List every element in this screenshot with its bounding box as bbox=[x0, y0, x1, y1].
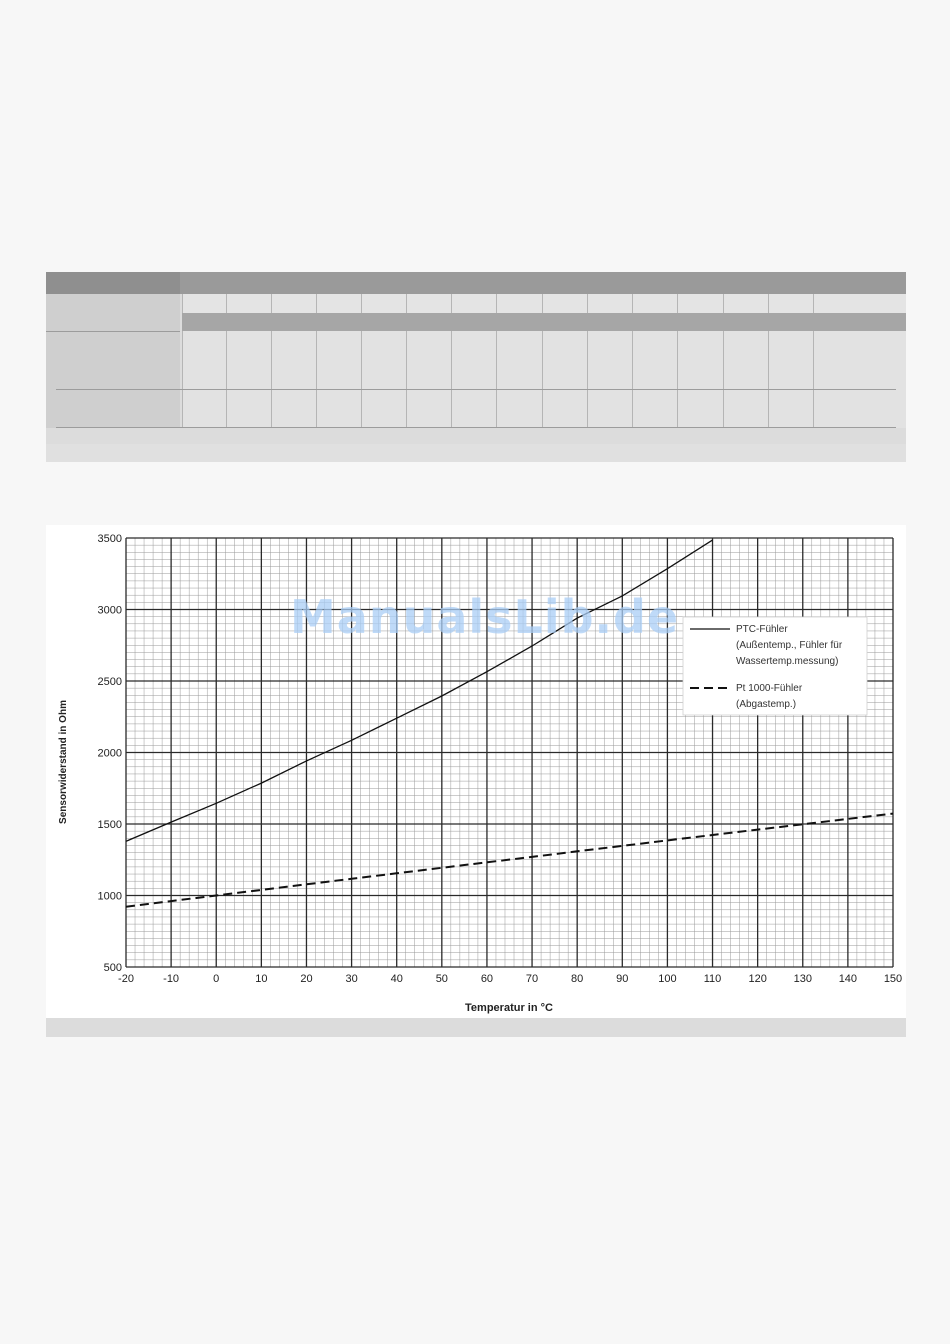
table-column-divider bbox=[226, 331, 227, 428]
table-column-divider bbox=[406, 294, 407, 313]
legend-label: (Abgastemp.) bbox=[736, 699, 797, 710]
table-column-divider bbox=[768, 331, 769, 428]
table-column-divider bbox=[361, 331, 362, 428]
x-tick-label: 50 bbox=[435, 973, 448, 985]
x-tick-label: 20 bbox=[300, 973, 313, 985]
x-tick-label: -10 bbox=[163, 973, 180, 985]
table-row-divider bbox=[56, 389, 896, 390]
table-column-divider bbox=[316, 331, 317, 428]
x-tick-label: 70 bbox=[525, 973, 539, 985]
table-row-divider bbox=[56, 427, 896, 428]
table-footer bbox=[46, 444, 906, 462]
y-axis-label: Sensorwiderstand in Ohm bbox=[58, 700, 69, 824]
table-row-divider bbox=[46, 331, 180, 332]
table-column-divider bbox=[542, 331, 543, 428]
x-tick-label: 40 bbox=[390, 973, 403, 985]
table-column-divider bbox=[271, 294, 272, 313]
y-tick-label: 500 bbox=[103, 962, 122, 974]
table-column-divider bbox=[723, 294, 724, 313]
table-column-divider bbox=[496, 294, 497, 313]
table-column-divider bbox=[316, 294, 317, 313]
ptc-series-line bbox=[126, 540, 713, 841]
y-tick-label: 2500 bbox=[97, 676, 122, 688]
table-column-divider bbox=[723, 331, 724, 428]
table-column-divider bbox=[542, 294, 543, 313]
table-column-divider bbox=[451, 331, 452, 428]
table-column-divider bbox=[768, 294, 769, 313]
y-tick-label: 1500 bbox=[97, 819, 122, 831]
x-axis-label: Temperatur in °C bbox=[465, 1002, 553, 1014]
table-column-divider bbox=[587, 294, 588, 313]
x-tick-label: 90 bbox=[616, 973, 629, 985]
x-tick-labels bbox=[118, 973, 902, 985]
table-column-divider bbox=[226, 294, 227, 313]
x-tick-label: 150 bbox=[883, 973, 903, 985]
table-column-divider bbox=[632, 294, 633, 313]
x-tick-label: 110 bbox=[703, 973, 722, 985]
legend-label: PTC-Fühler bbox=[736, 624, 788, 635]
table-column-divider bbox=[271, 331, 272, 428]
table-row bbox=[182, 294, 906, 313]
legend-label: (Außentemp., Fühler für bbox=[736, 640, 843, 651]
table-stub-column bbox=[46, 294, 180, 428]
x-tick-label: 130 bbox=[793, 973, 812, 985]
sensor-table bbox=[46, 272, 906, 462]
x-tick-label: 30 bbox=[345, 973, 358, 985]
table-column-divider bbox=[182, 331, 183, 428]
watermark: ManualsLib.de bbox=[290, 590, 680, 644]
table-column-divider bbox=[813, 294, 814, 313]
x-tick-label: 10 bbox=[255, 973, 268, 985]
table-column-divider bbox=[182, 294, 183, 313]
table-row bbox=[182, 389, 906, 428]
x-tick-label: 140 bbox=[838, 973, 858, 985]
x-tick-label: 80 bbox=[571, 973, 584, 985]
y-tick-label: 3500 bbox=[97, 533, 122, 545]
table-column-divider bbox=[677, 331, 678, 428]
table-column-divider bbox=[677, 294, 678, 313]
table-column-divider bbox=[361, 294, 362, 313]
table-row bbox=[182, 331, 906, 389]
x-tick-label: 0 bbox=[213, 973, 220, 985]
table-column-divider bbox=[496, 331, 497, 428]
legend bbox=[683, 617, 867, 715]
y-tick-label: 2000 bbox=[97, 747, 122, 760]
y-tick-labels bbox=[98, 533, 122, 974]
y-tick-label: 3000 bbox=[97, 604, 122, 617]
x-tick-label: 120 bbox=[748, 973, 767, 985]
table-column-divider bbox=[406, 331, 407, 428]
table-column-divider bbox=[451, 294, 452, 313]
table-header-row bbox=[46, 272, 906, 294]
x-tick-label: 100 bbox=[658, 973, 677, 985]
table-header-stub bbox=[46, 272, 180, 294]
y-tick-label: 1000 bbox=[97, 890, 122, 903]
pt1000-series-line bbox=[126, 814, 893, 907]
table-band-row bbox=[182, 313, 906, 331]
table-column-divider bbox=[632, 331, 633, 428]
table-column-divider bbox=[813, 331, 814, 428]
chart-footer bbox=[46, 1018, 906, 1037]
legend-label: Wassertemp.messung) bbox=[736, 656, 839, 667]
legend-label: Pt 1000-Fühler bbox=[736, 683, 803, 694]
x-tick-label: -20 bbox=[118, 973, 134, 985]
table-column-divider bbox=[587, 331, 588, 428]
x-tick-label: 60 bbox=[480, 973, 494, 985]
